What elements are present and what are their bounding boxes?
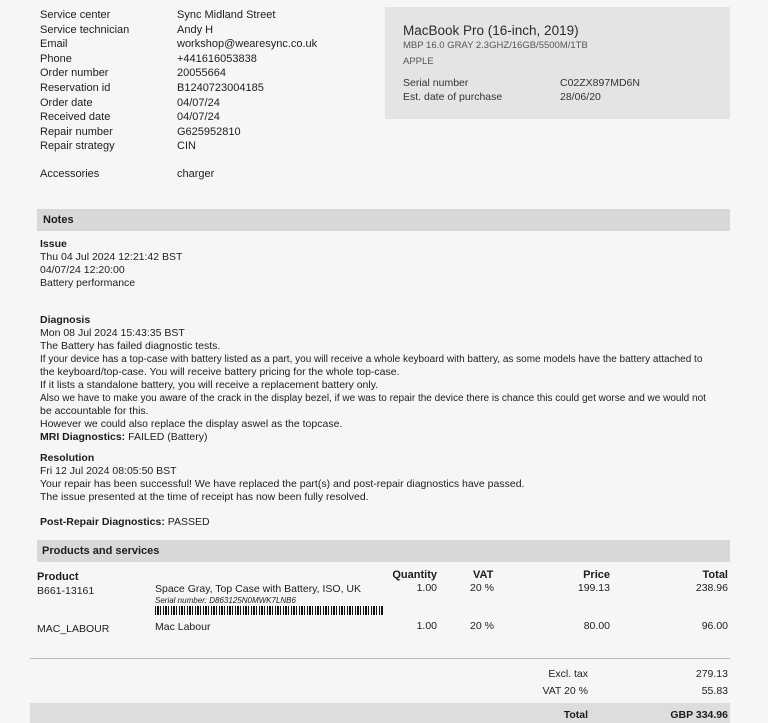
info-label: Email [40, 38, 68, 51]
barcode-image [155, 606, 383, 615]
info-label: Repair number [40, 125, 113, 138]
info-row-order-date [40, 96, 370, 111]
info-label: Repair strategy [40, 140, 115, 153]
info-row-repair-strategy [40, 139, 370, 154]
resolution-line: The issue presented at the time of receipt has now been fully resolved. [40, 491, 369, 503]
device-spec: MBP 16.0 GRAY 2.3GHZ/16GB/5500M/1TB [403, 40, 588, 51]
repair-info-list [40, 8, 370, 154]
info-row-reservation-id [40, 81, 370, 96]
row-quantity: 1.00 [416, 620, 437, 632]
info-value: G625952810 [177, 125, 241, 138]
diagnosis-block [40, 314, 740, 444]
info-row-email [40, 37, 370, 52]
row-total: 96.00 [701, 620, 728, 632]
purchase-date-label: Est. date of purchase [403, 91, 503, 103]
row-product-code: MAC_LABOUR [37, 623, 110, 635]
row-price: 199.13 [577, 582, 610, 594]
email-value[interactable]: workshop@wearesync.co.uk [177, 38, 318, 51]
info-label: Phone [40, 52, 72, 65]
info-row-service-technician [40, 23, 370, 38]
serial-value: C02ZX897MD6N [560, 77, 640, 89]
diagnosis-line: If it lists a standalone battery, you will receive a replacement battery only. [40, 379, 379, 391]
resolution-block [40, 452, 740, 504]
info-value: CIN [177, 140, 196, 153]
info-value: Sync Midland Street [177, 9, 276, 21]
row-quantity: 1.00 [416, 582, 437, 594]
info-value: 04/07/24 [177, 111, 220, 124]
mri-value: FAILED (Battery) [128, 431, 208, 443]
info-label: Service center [40, 9, 111, 21]
phone-value: +441616053838 [177, 52, 257, 65]
post-repair-diagnostics [40, 516, 740, 529]
info-value: Andy H [177, 23, 214, 36]
row-price: 80.00 [583, 620, 610, 632]
accessories-label: Accessories [40, 168, 100, 180]
row-vat: 20 % [470, 582, 494, 594]
vat-value: 55.83 [701, 685, 728, 697]
notes-header-label: Notes [43, 214, 74, 226]
post-repair-value: PASSED [167, 516, 210, 528]
accessories-value: charger [177, 168, 215, 180]
diagnosis-line: However we could also replace the display aswel as the topcase. [40, 418, 343, 430]
column-header-vat: VAT [473, 569, 494, 581]
total-label: Total [563, 709, 588, 721]
issue-line: 04/07/24 12:20:00 [40, 264, 125, 276]
resolution-line: Fri 12 Jul 2024 08:05:50 BST [40, 465, 177, 477]
diagnosis-heading: Diagnosis [40, 314, 91, 326]
row-serial: Serial number: D863125N0MWK7LNB6 [155, 596, 296, 605]
info-row-received-date [40, 110, 370, 125]
total-bar [30, 703, 730, 723]
device-brand: APPLE [403, 56, 434, 67]
info-label: Received date [40, 111, 111, 124]
serial-label: Serial number [403, 77, 469, 89]
column-header-total: Total [702, 569, 728, 581]
excl-tax-value: 279.13 [695, 668, 728, 680]
table-divider [30, 658, 730, 659]
products-section-header [37, 540, 730, 562]
row-vat: 20 % [470, 620, 494, 632]
resolution-line: Your repair has been successful! We have replaced the part(s) and post-repair diagnostics have passed. [40, 478, 525, 490]
mri-label: MRI Diagnostics: [40, 431, 126, 443]
issue-block [40, 238, 740, 290]
device-title: MacBook Pro (16-inch, 2019) [403, 23, 579, 38]
info-row-order-number [40, 66, 370, 81]
info-row-repair-number [40, 125, 370, 140]
issue-heading: Issue [40, 238, 67, 250]
purchase-date-value: 28/06/20 [560, 91, 601, 103]
diagnosis-line: the keyboard/top-case. You will receive battery pricing for the whole top-case. [40, 366, 400, 378]
issue-line: Battery performance [40, 277, 136, 289]
excl-tax-label: Excl. tax [548, 668, 588, 680]
diagnosis-line: Also we have to make you aware of the crack in the display bezel, if we was to repair the device there is chance this could get worse and we would not [40, 393, 706, 404]
info-value: B1240723004185 [177, 81, 264, 94]
column-header-quantity: Quantity [392, 569, 437, 581]
info-label: Order number [40, 67, 109, 80]
info-label: Service technician [40, 23, 130, 36]
info-value: 20055664 [177, 67, 226, 80]
info-label: Order date [40, 96, 93, 109]
mri-diagnostics [40, 431, 740, 444]
info-label: Reservation id [40, 81, 111, 94]
row-total: 238.96 [695, 582, 728, 594]
diagnosis-line: If your device has a top-case with battery listed as a part, you will receive a whole keyboard with battery, as some models have the battery attached to [40, 354, 703, 365]
diagnosis-line: Mon 08 Jul 2024 15:43:35 BST [40, 327, 185, 339]
info-value: 04/07/24 [177, 96, 220, 109]
issue-line: Thu 04 Jul 2024 12:21:42 BST [40, 251, 183, 263]
post-repair-label: Post-Repair Diagnostics: [40, 516, 165, 528]
notes-section-header [37, 209, 730, 231]
diagnosis-line: The Battery has failed diagnostic tests. [40, 340, 221, 352]
column-header-price: Price [583, 569, 610, 581]
total-value: GBP 334.96 [670, 709, 728, 721]
resolution-heading: Resolution [40, 452, 95, 464]
products-header-label: Products and services [42, 545, 160, 557]
vat-label: VAT 20 % [542, 685, 588, 697]
device-card [385, 7, 730, 119]
diagnosis-line: be accountable for this. [40, 405, 149, 417]
info-row-service-center [40, 8, 370, 23]
column-header-product: Product [37, 571, 79, 583]
row-description: Mac Labour [155, 621, 211, 633]
row-product-code: B661-13161 [37, 585, 95, 597]
info-row-phone [40, 52, 370, 67]
row-description: Space Gray, Top Case with Battery, ISO, UK [155, 583, 362, 595]
